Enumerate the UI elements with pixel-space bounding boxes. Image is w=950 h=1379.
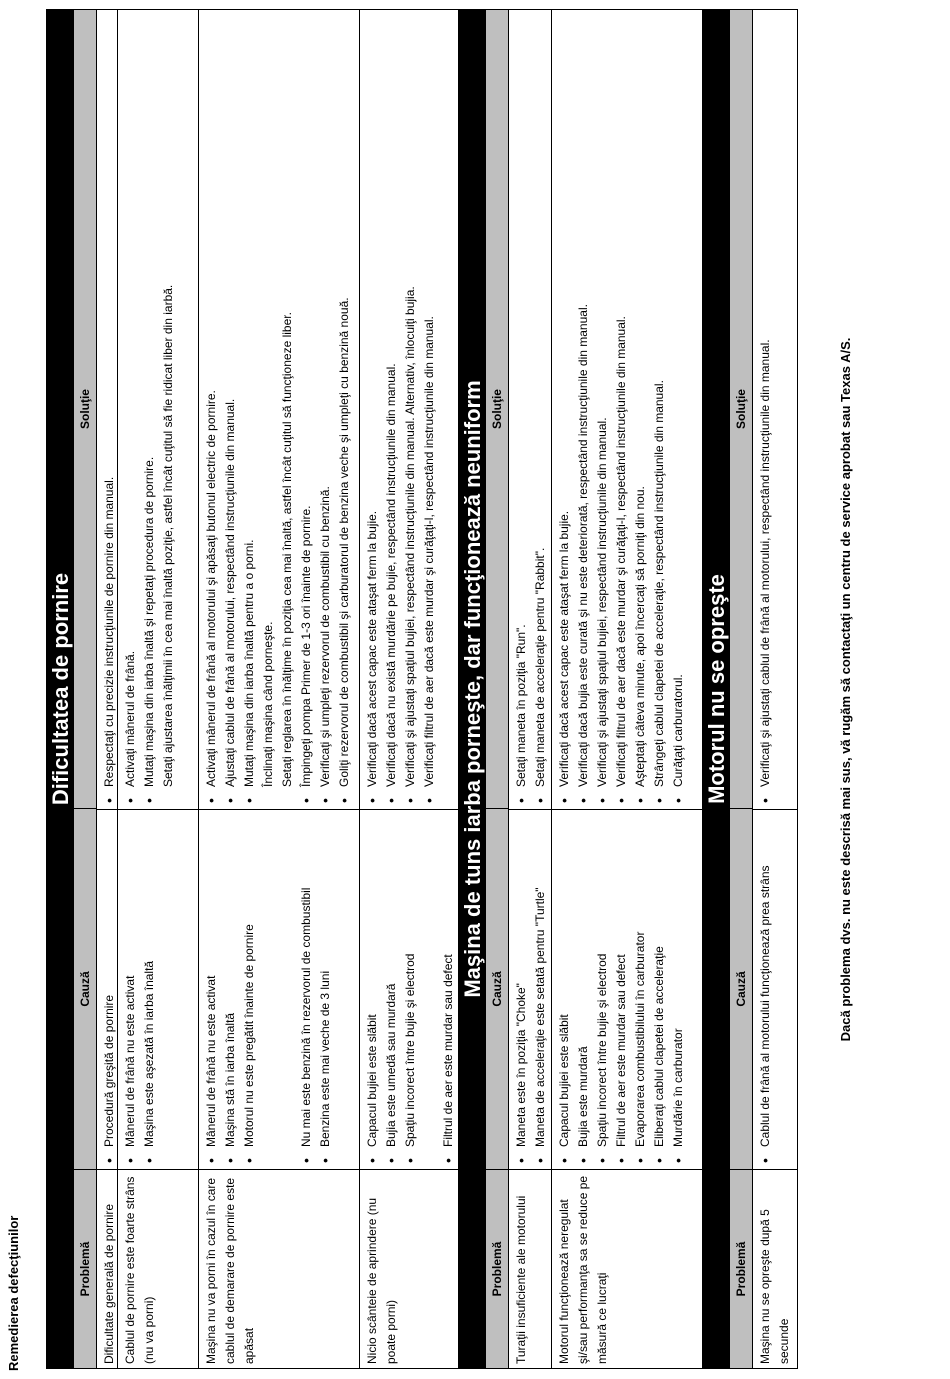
cause-cell	[118, 810, 198, 1170]
cause-item: • Spaţiu incorect între bujie şi electrod	[401, 814, 420, 1165]
table-row	[508, 10, 551, 1368]
page-title: Remedierea defecţiunilor	[6, 1215, 21, 1371]
cause-spacer	[278, 814, 297, 1165]
table-row	[752, 10, 797, 1368]
table-row	[96, 10, 117, 1368]
column-header-row	[74, 10, 96, 1368]
solution-item: Înclinaţi maşina când porneşte.	[261, 621, 275, 787]
solution-item: • Activaţi mânerul de frână al motorului şi apăsaţi butonul electric de pornire.	[202, 14, 221, 805]
solution-item: • Aşteptaţi câteva minute, apoi încercaţi să porniţi din nou.	[631, 14, 650, 805]
problem-cell: Cablul de pornire este foarte strâns (nu va porni)	[123, 1176, 156, 1364]
solution-cell	[552, 10, 702, 810]
troubleshooting-tables	[46, 9, 798, 1369]
table-row	[551, 10, 702, 1368]
cause-cell	[509, 810, 551, 1170]
problem-cell: Motorul funcţionează neregulat şi/sau performanţa sa se reduce pe măsură ce lucraţi	[557, 1175, 609, 1364]
cause-item: • Murdărie în carburator	[669, 814, 688, 1165]
solution-item: • Verificaţi şi ajustaţi spaţiul bujiei, respectând instrucţiunile din manual.	[593, 14, 612, 805]
cause-item: • Maneta este în poziţia "Choke"	[512, 814, 531, 1165]
solution-item: • Verificaţi dacă nu există murdărie pe bujie, respectând instrucţiunile din manual.	[382, 14, 401, 805]
section-uneven-running	[459, 10, 703, 1368]
solution-item: • Verificaţi filtrul de aer dacă este murdar şi curăţaţi-l, respectând instrucţiunile din manual.	[612, 14, 631, 805]
column-header-row	[486, 10, 508, 1368]
cause-item: • Maşina este aşezată în iarba înaltă	[140, 814, 159, 1165]
solution-item: Setaţi ajustarea înălţimii în cea mai înaltă poziţie, astfel încât cuţitul să fie ridicat liber din iarbă.	[161, 284, 175, 787]
cause-item: • Filtrul de aer este murdar sau defect	[612, 814, 631, 1165]
column-header-problem: Problemă	[734, 1241, 748, 1297]
cause-item: • Mânerul de frână nu este activat	[202, 814, 221, 1165]
solution-item: • Verificaţi dacă bujia este curată şi nu este deteriorată, respectând instrucţiunile din manual.	[574, 14, 593, 805]
solution-cell	[753, 10, 797, 810]
cause-item: • Motorul nu este pregătit înainte de pornire	[240, 814, 259, 1165]
column-header-cause: Cauză	[486, 809, 508, 1170]
solution-item: • Verificaţi dacă acest capac este ataşat ferm la bujie.	[363, 14, 382, 805]
problem-cell: Maşina nu va porni în cazul în care cablul de demarare de pornire este apăsat	[204, 1177, 256, 1364]
cause-cell	[199, 810, 359, 1170]
cause-cell	[753, 810, 797, 1170]
cause-item: • Capacul bujiei este slăbit	[555, 814, 574, 1165]
column-header-solution: Soluţie	[74, 10, 96, 809]
cause-spacer	[420, 814, 439, 1165]
solution-item: • Mutaţi maşina din iarba înaltă şi repetaţi procedura de pornire.	[140, 14, 159, 805]
solution-item: • Verificaţi filtrul de aer dacă este murdar şi curăţaţi-l, respectând instrucţiunile din manual.	[420, 14, 439, 805]
section-title: Maşina de tuns iarba porneşte, dar funcţionează neuniform	[459, 10, 486, 1368]
cause-item: • Capacul bujiei este slăbit	[363, 814, 382, 1165]
cause-cell	[97, 810, 117, 1170]
solution-item: Setaţi reglarea în înălţime în poziţia cea mai înaltă, astfel încât cuţitul să funcţioneze liber.	[280, 312, 294, 787]
section-starting-difficulty	[47, 10, 459, 1368]
cause-item: • Eliberaţi cablul clapetei de acceleraţie	[650, 814, 669, 1165]
column-header-problem: Problemă	[490, 1241, 504, 1297]
solution-item: • Verificaţi şi ajustaţi spaţiul bujiei, respectând instrucţiunile din manual. Alternativ, înlocuiţi bujia.	[401, 14, 420, 805]
problem-cell: Maşina nu se opreşte după 5 secunde	[758, 1209, 791, 1364]
cause-spacer	[259, 814, 278, 1165]
table-row	[198, 10, 359, 1368]
solution-cell	[199, 10, 359, 810]
cause-item: • Nu mai este benzină în rezervorul de combustibil	[297, 814, 316, 1165]
section-title: Motorul nu se opreşte	[703, 10, 730, 1368]
cause-item: • Bujia este murdară	[574, 814, 593, 1165]
section-engine-not-stopping	[703, 10, 797, 1368]
cause-item: • Procedură greşită de pornire	[100, 814, 119, 1165]
section-title: Dificultatea de pornire	[47, 10, 74, 1368]
cause-item: • Spaţiu incorect între bujie şi electrod	[593, 814, 612, 1165]
cause-item: • Bujia este umedă sau murdară	[382, 814, 401, 1165]
solution-item: • Setaţi maneta de acceleraţie pentru "Rabbit".	[531, 14, 550, 805]
column-header-problem: Problemă	[78, 1241, 92, 1297]
solution-item: • Verificaţi şi ajustaţi cablul de frână al motorului, respectând instrucţiunile din manual.	[756, 14, 775, 805]
cause-item: • Benzina este mai veche de 3 luni	[316, 814, 335, 1165]
solution-item: • Mutaţi maşina din iarba înaltă pentru a o porni.	[240, 14, 259, 805]
table-row	[117, 10, 198, 1368]
solution-item: • Setaţi maneta în poziţia "Run".	[512, 14, 531, 805]
solution-item: • Împingeţi pompa Primer de 1-3 ori înainte de pornire.	[297, 14, 316, 805]
table-row	[359, 10, 458, 1368]
footnote: Dacă problema dvs. nu este descrisă mai sus, vă rugăm să contactaţi un centru de service aprobat sau Texas A/S.	[838, 337, 853, 1042]
cause-item: • Cablul de frână al motorului funcţionează prea strâns	[756, 814, 775, 1165]
column-header-row	[730, 10, 752, 1368]
cause-cell	[360, 810, 458, 1170]
column-header-solution: Soluţie	[486, 10, 508, 809]
solution-item: • Curăţaţi carburatorul.	[669, 14, 688, 805]
solution-item: • Verificaţi şi umpleţi rezervorul de combustibil cu benzină.	[316, 14, 335, 805]
column-header-solution: Soluţie	[730, 10, 752, 809]
solution-item: • Goliţi rezervorul de combustibil şi carburatorul de benzina veche şi umpleţi cu benzină nouă.	[335, 14, 354, 805]
cause-item: • Maşina stă în iarba înaltă	[221, 814, 240, 1165]
column-header-cause: Cauză	[74, 809, 96, 1170]
solution-cell	[97, 10, 117, 810]
solution-item: • Verificaţi dacă acest capac este ataşat ferm la bujie.	[555, 14, 574, 805]
solution-item: • Activaţi mânerul de frână.	[121, 14, 140, 805]
cause-item: • Mânerul de frână nu este activat	[121, 814, 140, 1165]
problem-cell: Nicio scânteie de aprindere (nu poate porni)	[365, 1197, 398, 1364]
solution-cell	[360, 10, 458, 810]
solution-cell	[509, 10, 551, 810]
column-header-cause: Cauză	[730, 809, 752, 1170]
problem-cell: Dificultate generală de pornire	[102, 1203, 116, 1364]
cause-item: • Maneta de acceleraţie este setată pentru "Turtle"	[531, 814, 550, 1165]
solution-cell	[118, 10, 198, 810]
solution-item: • Respectaţi cu precizie instrucţiunile de pornire din manual.	[100, 14, 119, 805]
solution-item: • Strângeţi cablul clapetei de acceleraţie, respectând instrucţiunile din manual.	[650, 14, 669, 805]
solution-item: • Ajustaţi cablul de frână al motorului, respectând instrucţiunile din manual.	[221, 14, 240, 805]
cause-item: • Evaporarea combustibilului în carburator	[631, 814, 650, 1165]
problem-cell: Turaţii insuficiente ale motorului	[514, 1195, 528, 1364]
cause-cell	[552, 810, 702, 1170]
cause-item: • Filtrul de aer este murdar sau defect	[439, 814, 458, 1165]
